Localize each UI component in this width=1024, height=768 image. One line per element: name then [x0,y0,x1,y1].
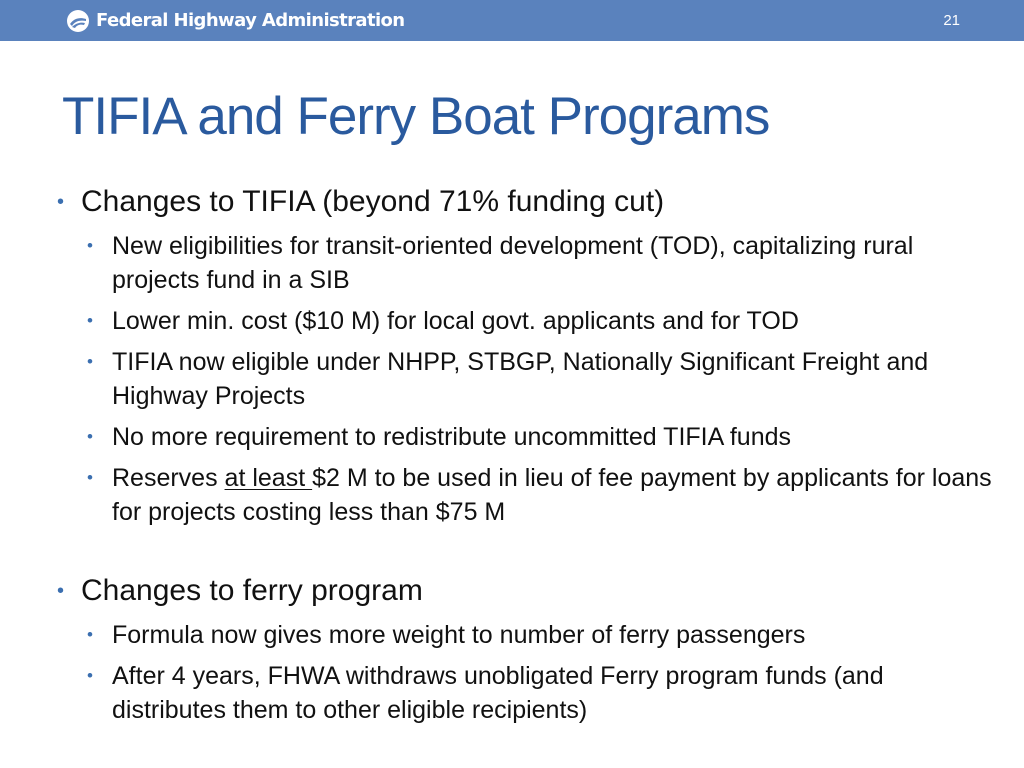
list-item-text-post: $2 M to be used in lieu of fee payment by applicants for loans for projects costing less than $75 M [112,464,992,526]
bullet-icon: • [87,625,93,644]
list-item [87,420,992,454]
fhwa-logo [66,9,405,33]
list-item-text-underlined: at least [224,464,313,492]
bullet-icon: • [87,236,93,255]
section-heading-tifia [57,184,665,220]
list-item [87,618,992,652]
bullet-icon: • [87,468,93,487]
list-item-text: No more requirement to redistribute uncommitted TIFIA funds [112,423,792,451]
slide-title: TIFIA and Ferry Boat Programs [62,87,770,146]
list-item-text: Formula now gives more weight to number of ferry passengers [112,621,806,649]
list-item-text: New eligibilities for transit-oriented development (TOD), capitalizing rural projects fund in a SIB [112,232,914,294]
list-item-text: After 4 years, FHWA withdraws unobligated Ferry program funds (and distributes them to other eligible recipients) [112,662,884,724]
header-bar [0,0,1024,41]
section-heading-text: Changes to ferry program [81,574,423,607]
fhwa-logo-icon [66,9,90,33]
bullet-icon: • [87,311,93,330]
list-item [87,229,992,297]
bullet-icon: • [57,580,65,602]
bullet-icon: • [57,191,65,213]
list-item [87,659,992,727]
list-item [87,304,992,338]
section-heading-ferry [57,573,423,609]
section-heading-text: Changes to TIFIA (beyond 71% funding cut) [81,185,665,218]
org-name: Federal Highway Administration [96,10,405,31]
bullet-icon: • [87,427,93,446]
list-item-text: TIFIA now eligible under NHPP, STBGP, Nationally Significant Freight and Highway Projects [112,348,929,410]
list-item-text-pre: Reserves [112,464,225,492]
bullet-icon: • [87,352,93,371]
bullet-icon: • [87,666,93,685]
list-item-text: Lower min. cost ($10 M) for local govt. applicants and for TOD [112,307,799,335]
page-number: 21 [943,12,960,29]
list-item [87,461,992,529]
list-item [87,345,992,413]
